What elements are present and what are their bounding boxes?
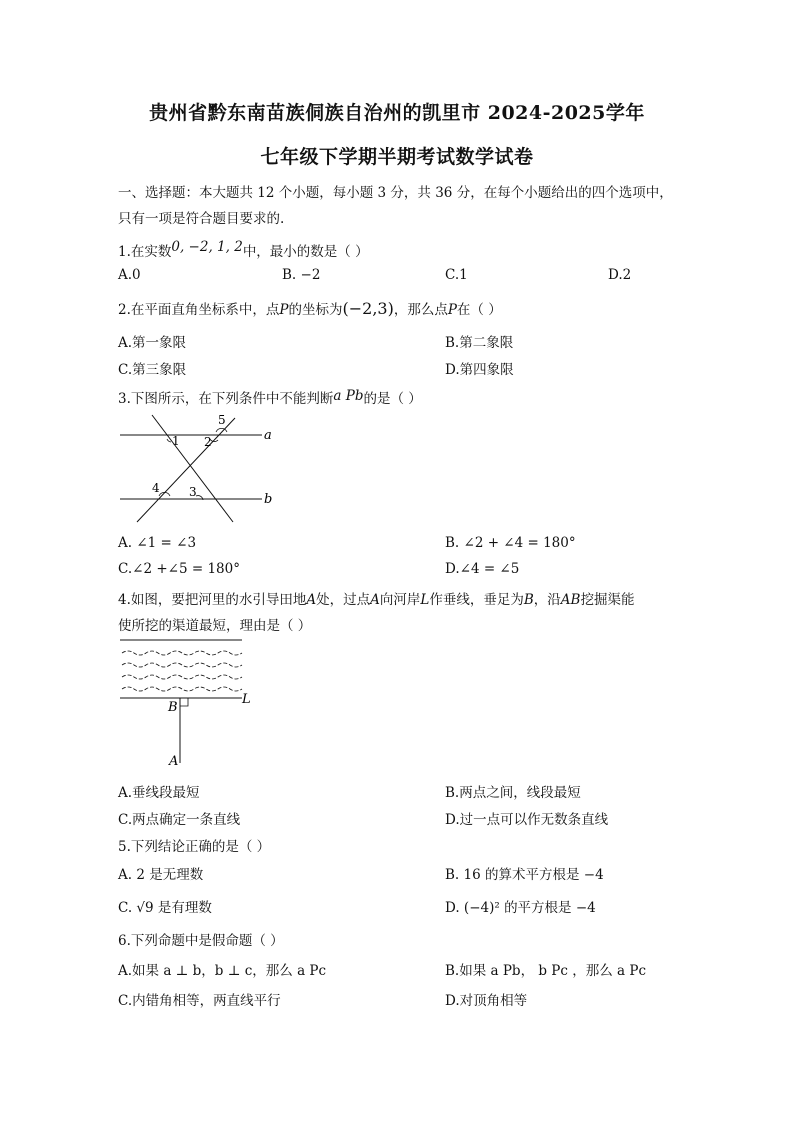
q4-river-figure — [112, 635, 262, 770]
section-instructions-2: 只有一项是符合题目要求的. — [118, 211, 285, 227]
q1-option-c[interactable]: C.1 — [445, 267, 468, 283]
q5-option-a[interactable]: A. 2 是无理数 — [118, 867, 204, 883]
q1-option-d[interactable]: D.2 — [608, 267, 632, 283]
title-line-2: 七年级下学期半期考试数学试卷 — [260, 146, 534, 168]
label-3: 3 — [189, 485, 197, 499]
question-4-stem-1 — [118, 588, 634, 608]
question-1-stem — [118, 240, 369, 260]
q2-mid: 的坐标为 — [288, 302, 343, 318]
wave-line-3 — [122, 675, 242, 679]
q4-option-a[interactable]: A.垂线段最短 — [118, 785, 200, 801]
section-instructions-1: 一、选择题：本大题共 12 个小题，每小题 3 分，共 36 分，在每个小题给出的四个选项中， — [118, 185, 673, 201]
q2-option-a[interactable]: A.第一象限 — [118, 335, 187, 351]
q4-option-c[interactable]: C.两点确定一条直线 — [118, 812, 241, 828]
question-6-stem: 6.下列命题中是假命题（ ） — [118, 933, 284, 949]
wave-line-1 — [122, 651, 242, 655]
question-5-stem: 5.下列结论正确的是（ ） — [118, 839, 271, 855]
q2-point-p: P — [279, 302, 289, 318]
q6-option-a[interactable]: A.如果 a ⊥ b，b ⊥ c，那么 a Pc — [118, 963, 327, 979]
q3-option-b[interactable]: B. ∠2 + ∠4 = 180° — [445, 535, 576, 551]
q6-option-c[interactable]: C.内错角相等，两直线平行 — [118, 993, 281, 1009]
transversal-2 — [137, 418, 235, 522]
q3-option-d[interactable]: D.∠4 = ∠5 — [445, 561, 520, 577]
q2-option-d[interactable]: D.第四象限 — [445, 362, 514, 378]
label-4: 4 — [152, 481, 160, 495]
q3-prefix: 3.下图所示，在下列条件中不能判断 — [118, 391, 334, 407]
label-5: 5 — [218, 413, 226, 427]
q1-option-a[interactable]: A.0 — [118, 267, 141, 283]
label-l: L — [242, 692, 251, 707]
q4-point-b: B — [523, 592, 534, 608]
q2-option-c[interactable]: C.第三象限 — [118, 362, 187, 378]
q1-suffix: 中，最小的数是（ ） — [242, 244, 369, 260]
q1-numbers: 0, −2, 1, 2 — [171, 239, 243, 255]
q2-option-b[interactable]: B.第二象限 — [445, 335, 514, 351]
q4-mid2: 向河岸 — [379, 592, 421, 608]
q2-prefix: 2.在平面直角坐标系中，点 — [118, 302, 280, 318]
q4-mid4: ，沿 — [533, 592, 561, 608]
q5-option-b[interactable]: B. 16 的算术平方根是 −4 — [445, 867, 604, 883]
wave-line-4 — [122, 687, 242, 691]
label-2: 2 — [204, 435, 212, 449]
q4-suffix: 挖掘渠能 — [580, 592, 635, 608]
label-a-point: A — [169, 754, 179, 769]
title-line-1: 贵州省黔东南苗族侗族自治州的凯里市 2024-2025学年 — [149, 102, 645, 124]
q1-option-b[interactable]: B. −2 — [282, 267, 321, 283]
q4-mid3: 作垂线，垂足为 — [429, 592, 524, 608]
q3-option-c[interactable]: C.∠2 +∠5 = 180° — [118, 561, 240, 577]
q5-option-d[interactable]: D. (−4)² 的平方根是 −4 — [445, 900, 596, 916]
question-2-stem — [118, 298, 502, 318]
q6-option-b[interactable]: B.如果 a Pb， b Pc ，那么 a Pc — [445, 963, 647, 979]
right-angle-mark — [180, 698, 188, 706]
q4-prefix: 4.如图，要把河里的水引导田地 — [118, 592, 307, 608]
q6-option-d[interactable]: D.对顶角相等 — [445, 993, 528, 1009]
q5-option-c[interactable]: C. √9 是有理数 — [118, 900, 212, 916]
q4-point-a: A — [306, 592, 317, 608]
q4-line-l: L — [420, 592, 430, 608]
q3-option-a[interactable]: A. ∠1 = ∠3 — [118, 535, 197, 551]
q3-relation: a Pb — [333, 388, 364, 404]
q2-mid2: ，那么点 — [393, 302, 448, 318]
transversal-1 — [152, 415, 233, 522]
q3-suffix: 的是（ ） — [363, 391, 422, 407]
question-3-stem — [118, 387, 422, 407]
q4-option-d[interactable]: D.过一点可以作无数条直线 — [445, 812, 609, 828]
q1-prefix: 1.在实数 — [118, 244, 172, 260]
q2-suffix: 在（ ） — [456, 302, 502, 318]
q2-coordinate: (−2,3) — [342, 299, 394, 318]
label-b-point: B — [168, 700, 178, 715]
label-1: 1 — [172, 434, 180, 448]
q4-option-b[interactable]: B.两点之间，线段最短 — [445, 785, 581, 801]
q4-segment-ab: AB — [560, 592, 581, 608]
q4-point-a2: A — [370, 592, 380, 608]
q4-mid: 处，过点 — [316, 592, 371, 608]
label-a: a — [264, 428, 272, 443]
q2-point-p2: P — [447, 302, 457, 318]
label-b: b — [264, 492, 273, 507]
question-4-stem-2: 使所挖的渠道最短，理由是（ ） — [118, 618, 312, 634]
wave-line-2 — [122, 663, 242, 667]
q3-parallel-lines-figure — [112, 410, 282, 525]
